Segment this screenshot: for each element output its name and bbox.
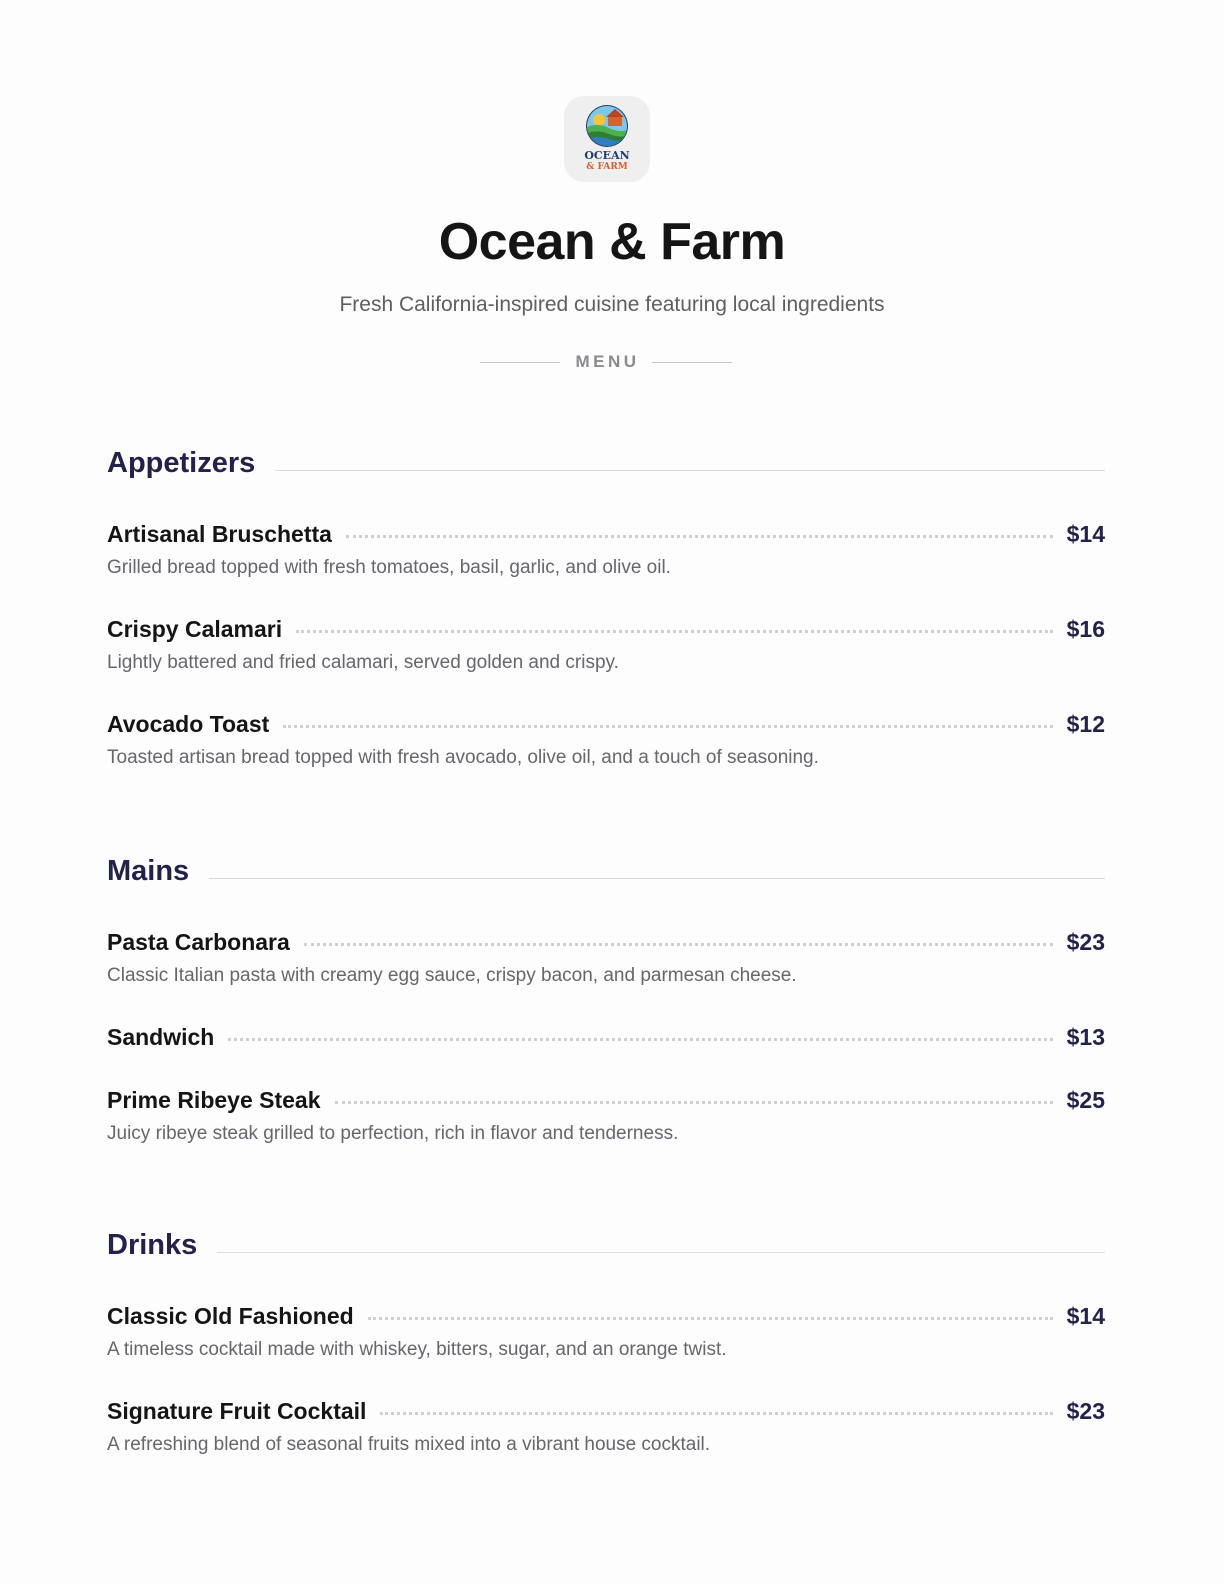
section-header bbox=[107, 1225, 1105, 1265]
menu-item bbox=[107, 517, 1105, 579]
restaurant-logo bbox=[564, 96, 650, 182]
menu-item bbox=[107, 1394, 1105, 1456]
item-price: $12 bbox=[1066, 710, 1105, 737]
menu-item bbox=[107, 707, 1105, 769]
section-header bbox=[107, 443, 1105, 483]
item-name: Avocado Toast bbox=[107, 710, 270, 737]
menu-item bbox=[107, 612, 1105, 674]
section-rule bbox=[209, 878, 1105, 879]
dot-leader bbox=[296, 630, 1052, 633]
item-description: Juicy ribeye steak grilled to perfection, rich in flavor and tenderness. bbox=[107, 1123, 679, 1144]
item-description: A refreshing blend of seasonal fruits mixed into a vibrant house cocktail. bbox=[107, 1434, 711, 1455]
dot-leader bbox=[335, 1101, 1053, 1104]
menu-divider bbox=[480, 350, 732, 374]
item-name: Crispy Calamari bbox=[107, 615, 283, 642]
section-rule bbox=[275, 470, 1105, 471]
dot-leader bbox=[380, 1412, 1052, 1415]
menu-item bbox=[107, 925, 1105, 987]
menu-item bbox=[107, 1083, 1105, 1145]
item-price: $14 bbox=[1066, 520, 1105, 547]
item-name: Classic Old Fashioned bbox=[107, 1302, 354, 1329]
logo-text-ocean: OCEAN bbox=[584, 149, 630, 162]
dot-leader bbox=[283, 725, 1052, 728]
item-name: Signature Fruit Cocktail bbox=[107, 1397, 367, 1424]
section-mains bbox=[107, 851, 1105, 1145]
section-drinks bbox=[107, 1225, 1105, 1456]
item-name: Prime Ribeye Steak bbox=[107, 1086, 321, 1113]
divider-rule-right bbox=[652, 362, 732, 363]
item-description: Grilled bread topped with fresh tomatoes, basil, garlic, and olive oil. bbox=[107, 557, 671, 578]
section-header bbox=[107, 851, 1105, 891]
item-price: $25 bbox=[1066, 1086, 1105, 1113]
section-title: Drinks bbox=[107, 1228, 198, 1261]
logo-emblem-icon bbox=[575, 104, 639, 174]
item-price: $16 bbox=[1066, 615, 1105, 642]
item-list bbox=[107, 1299, 1105, 1456]
item-name: Artisanal Bruschetta bbox=[107, 520, 332, 547]
dot-leader bbox=[346, 535, 1053, 538]
item-price: $23 bbox=[1066, 1397, 1105, 1424]
section-title: Mains bbox=[107, 854, 190, 887]
section-appetizers bbox=[107, 443, 1105, 769]
item-description: Classic Italian pasta with creamy egg sauce, crispy bacon, and parmesan cheese. bbox=[107, 965, 797, 986]
item-list bbox=[107, 925, 1105, 1145]
item-price: $23 bbox=[1066, 928, 1105, 955]
dot-leader bbox=[228, 1038, 1052, 1041]
restaurant-name: Ocean & Farm bbox=[438, 213, 786, 271]
menu-item bbox=[107, 1020, 1105, 1054]
item-price: $14 bbox=[1066, 1302, 1105, 1329]
dot-leader bbox=[368, 1317, 1053, 1320]
item-name: Pasta Carbonara bbox=[107, 928, 290, 955]
item-list bbox=[107, 517, 1105, 769]
item-description: A timeless cocktail made with whiskey, bitters, sugar, and an orange twist. bbox=[107, 1339, 727, 1360]
dot-leader bbox=[304, 943, 1053, 946]
divider-rule-left bbox=[480, 362, 560, 363]
menu-item bbox=[107, 1299, 1105, 1361]
item-description: Toasted artisan bread topped with fresh avocado, olive oil, and a touch of seasoning. bbox=[107, 747, 819, 768]
tagline: Fresh California-inspired cuisine featuring local ingredients bbox=[339, 293, 885, 316]
section-title: Appetizers bbox=[107, 446, 256, 479]
logo-text-farm: & FARM bbox=[586, 162, 628, 172]
menu-label: MENU bbox=[575, 352, 640, 371]
section-rule bbox=[217, 1252, 1105, 1253]
item-price: $13 bbox=[1066, 1023, 1105, 1050]
item-description: Lightly battered and fried calamari, served golden and crispy. bbox=[107, 652, 619, 673]
item-name: Sandwich bbox=[107, 1023, 215, 1050]
